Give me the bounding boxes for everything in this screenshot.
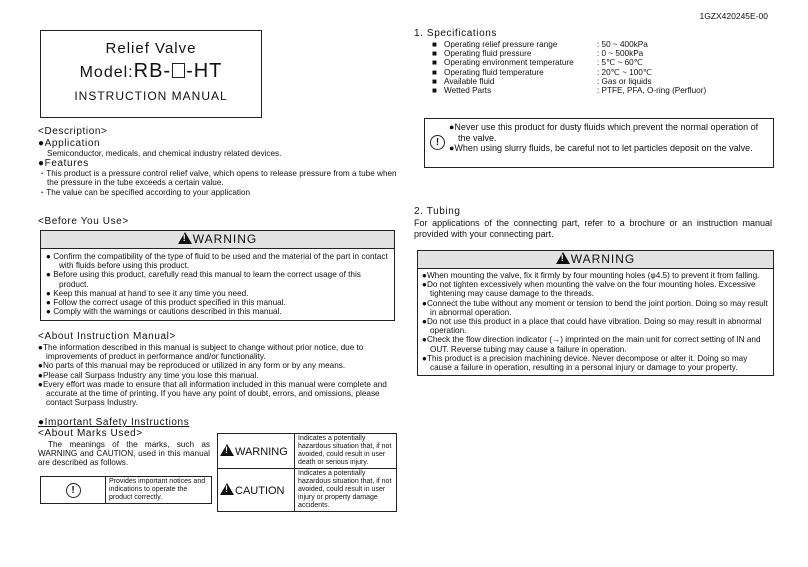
warning-triangle-icon bbox=[556, 252, 570, 264]
spec-value: : 5℃ ~ 60℃ bbox=[597, 58, 643, 68]
specifications-section bbox=[414, 28, 774, 95]
warning-item: ●Check the flow direction indicator (→) imprinted on the main unit for correct setting of IN and OUT. Reverse tubing may cause a failure in operation. bbox=[422, 335, 761, 354]
square-bullet-icon: ■ bbox=[432, 58, 437, 68]
specifications-heading: 1. Specifications bbox=[414, 28, 498, 39]
square-bullet-icon: ■ bbox=[432, 86, 437, 96]
application-heading: ●Application bbox=[38, 138, 101, 149]
model-prefix: RB- bbox=[133, 60, 172, 82]
spec-value: : PTFE, PFA, O-ring (Perfluor) bbox=[597, 86, 707, 96]
spec-value: : Gas or liquids bbox=[597, 76, 652, 86]
warning-item: ● Before using this product, carefully read this manual to learn the correct usage of this product. bbox=[46, 270, 361, 289]
warning-item: ●Do not tighten excessively when mounting the valve on the four mounting holes. Excessive tightening may cause damage to the threads. bbox=[422, 280, 756, 299]
tubing-heading: 2. Tubing bbox=[414, 206, 461, 217]
before-use-warning bbox=[40, 230, 395, 321]
tubing-text: For applications of the connecting part, refer to a brochure or an instruction manual provided with your connecting part. bbox=[414, 218, 772, 239]
marks-heading: <About Marks Used> bbox=[38, 428, 143, 439]
spec-value: : 0 ~ 500kPa bbox=[597, 49, 644, 59]
spec-row bbox=[432, 86, 774, 95]
info-mark-text: Provides important notices and indications to operate the product correctly. bbox=[106, 477, 212, 504]
model-placeholder-box bbox=[172, 63, 185, 78]
tubing-warning bbox=[417, 250, 774, 376]
about-item: ●The information described in this manual is subject to change without prior notice, due to improvements of product in performance and/or functionality. bbox=[38, 343, 364, 362]
warning-item: ●Connect the tube without any moment or tension to bend the joint portion. Doing so may result in abnormal operation. bbox=[422, 298, 768, 317]
manual-title: INSTRUCTION MANUAL bbox=[74, 89, 228, 103]
notice-item: ●Never use this product for dusty fluids which prevent the normal operation of the valve. bbox=[449, 122, 759, 143]
features-heading: ●Features bbox=[38, 158, 89, 170]
product-name: Relief Valve bbox=[105, 40, 197, 57]
spec-value: : 50 ~ 400kPa bbox=[597, 40, 648, 49]
spec-row bbox=[432, 77, 774, 86]
marks-table bbox=[217, 433, 397, 512]
caution-mark-label: CAUTION bbox=[235, 485, 285, 497]
exclamation-circle-icon: ! bbox=[66, 483, 81, 498]
spec-row bbox=[432, 58, 774, 67]
info-mark-cell bbox=[41, 477, 106, 504]
spec-key: Operating fluid pressure bbox=[444, 49, 532, 59]
tubing-section bbox=[414, 206, 774, 240]
square-bullet-icon: ■ bbox=[432, 49, 437, 59]
warning-header bbox=[417, 250, 774, 268]
model-label: Model: bbox=[79, 64, 134, 81]
square-bullet-icon: ■ bbox=[432, 76, 437, 86]
warning-item: ● Follow the correct usage of this product specified in this manual. bbox=[46, 298, 286, 308]
marks-text: The meanings of the marks, such as WARNING and CAUTION, used in this manual are described as follows. bbox=[38, 440, 210, 468]
warning-item: ● Confirm the compatibility of the type of fluid to be used and the material of the part in contact with fluids before using this product. bbox=[46, 252, 388, 271]
model-suffix: -HT bbox=[186, 60, 223, 82]
description-section bbox=[38, 126, 398, 197]
warning-label: WARNING bbox=[192, 232, 258, 246]
warning-item: ●When mounting the valve, fix it firmly by four mounting holes (φ4.5) to prevent it from falling. bbox=[422, 271, 760, 280]
warning-triangle-icon bbox=[220, 444, 234, 456]
safety-heading: ●Important Safety Instructions bbox=[38, 417, 190, 428]
feature-item: ・This product is a pressure control relief valve, which opens to release pressure from a tube when the pressure in the tube exceeds a certain value. bbox=[38, 169, 397, 188]
about-manual-section bbox=[38, 331, 396, 407]
warning-label: WARNING bbox=[570, 252, 636, 266]
warning-triangle-icon bbox=[178, 232, 192, 244]
square-bullet-icon: ■ bbox=[432, 40, 437, 49]
warning-item: ● Keep this manual at hand to see it any time you need. bbox=[46, 288, 249, 298]
warning-mark-cell bbox=[218, 434, 295, 469]
document-number: 1GZX420245E-00 bbox=[699, 11, 768, 21]
spec-row bbox=[432, 49, 774, 58]
spec-notices bbox=[449, 122, 769, 154]
square-bullet-icon: ■ bbox=[432, 67, 437, 77]
warning-header bbox=[40, 230, 395, 248]
about-item: ●Please call Surpass Industry any time you lose this manual. bbox=[38, 370, 259, 380]
before-use-heading: <Before You Use> bbox=[38, 216, 129, 227]
feature-item: ・The value can be specified according to your application bbox=[38, 187, 251, 197]
safety-section bbox=[38, 417, 218, 468]
spec-row bbox=[432, 40, 774, 49]
warning-item: ●Do not use this product in a place that could have vibration. Doing so may result in abnormal operation. bbox=[422, 317, 762, 336]
notice-item: ●When using slurry fluids, be careful not to let particles deposit on the valve. bbox=[449, 143, 753, 153]
caution-triangle-icon bbox=[220, 483, 234, 495]
about-item: ●Every effort was made to ensure that all information included in this manual were complete and accurate at the time of printing. If you have any point of doubt, errors, and omissions, please contact Surpass Industry. bbox=[38, 379, 387, 408]
application-text: Semiconductor, medicals, and chemical industry related devices. bbox=[47, 149, 282, 158]
title-box bbox=[40, 30, 262, 118]
warning-item: ●This product is a precision machining device. Never decompose or alter it. Doing so may cause a failure in operation, resulting in a personal injury or damage to your property. bbox=[422, 353, 748, 373]
warning-mark-label: WARNING bbox=[235, 446, 288, 458]
warning-mark-text: Indicates a potentially hazardous situation that, if not avoided, could result in user death or serious injury. bbox=[295, 434, 397, 469]
spec-row bbox=[432, 68, 774, 77]
about-item: ●No parts of this manual may be reproduced or utilized in any form or by any means. bbox=[38, 361, 346, 371]
caution-mark-text: Indicates a potentially hazardous situation that, if not avoided, could result in user injury or property damage accidents. bbox=[295, 469, 397, 512]
warning-item: ● Comply with the warnings or cautions described in this manual. bbox=[46, 307, 282, 317]
caution-mark-cell bbox=[218, 469, 295, 512]
spec-list bbox=[414, 40, 774, 95]
warning-body bbox=[417, 268, 774, 376]
spec-key: Operating fluid temperature bbox=[444, 67, 544, 77]
model-line bbox=[41, 61, 261, 83]
description-heading: <Description> bbox=[38, 126, 108, 137]
spec-value: : 20℃ ~ 100℃ bbox=[597, 67, 653, 77]
spec-notice-box bbox=[424, 118, 774, 168]
warning-body bbox=[40, 248, 395, 321]
exclamation-circle-icon: ! bbox=[430, 135, 445, 150]
info-mark-table bbox=[40, 476, 212, 504]
spec-key: Operating relief pressure range bbox=[444, 40, 558, 49]
spec-key: Wetted Parts bbox=[444, 86, 492, 96]
about-manual-heading: <About Instruction Manual> bbox=[38, 331, 176, 342]
spec-key: Available fluid bbox=[444, 76, 495, 86]
spec-key: Operating environment temperature bbox=[444, 58, 574, 68]
